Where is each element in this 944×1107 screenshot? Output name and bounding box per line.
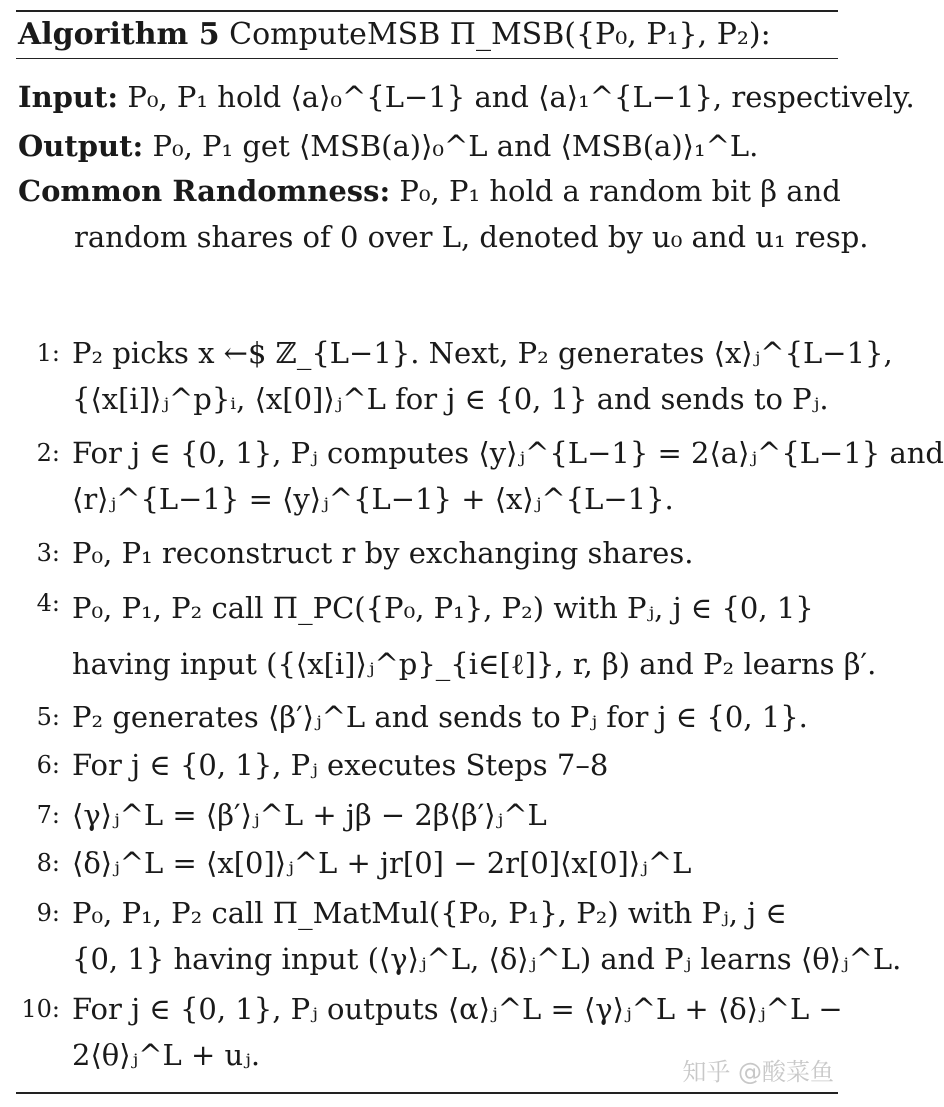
algorithm-title	[18, 14, 838, 56]
step-number: 9:	[36, 899, 60, 927]
top-rule	[16, 10, 838, 12]
step-8	[0, 840, 838, 886]
step-text-line: P₀, P₁ reconstruct r by exchanging shares.	[72, 536, 694, 570]
output-label: Output:	[18, 129, 144, 163]
input-spec	[18, 74, 915, 120]
output-spec	[18, 123, 838, 169]
step-2	[0, 430, 944, 522]
step-text-line: {⟨x[i]⟩ⱼ^p}ᵢ, ⟨x[0]⟩ⱼ^L for j ∈ {0, 1} and sends to Pⱼ.	[72, 382, 829, 416]
algorithm-label: Algorithm 5	[18, 17, 220, 52]
step-number: 3:	[36, 539, 60, 567]
step-text-line: P₂ picks x ←$ ℤ_{L−1}. Next, P₂ generates ⟨x⟩ⱼ^{L−1},	[72, 336, 893, 370]
common-randomness-text: P₀, P₁ hold a random bit β and random shares of 0 over L, denoted by u₀ and u₁ resp.	[74, 174, 869, 254]
common-randomness-label: Common Randomness:	[18, 174, 391, 208]
title-rule	[16, 58, 838, 59]
step-text-line: {0, 1} having input (⟨γ⟩ⱼ^L, ⟨δ⟩ⱼ^L) and Pⱼ learns ⟨θ⟩ⱼ^L.	[72, 942, 902, 976]
step-text-line: P₀, P₁, P₂ call Π_MatMul({P₀, P₁}, P₂) with Pⱼ, j ∈	[72, 896, 787, 930]
step-text-line: P₀, P₁, P₂ call Π_PC({P₀, P₁}, P₂) with Pⱼ, j ∈ {0, 1}	[72, 591, 814, 625]
step-5	[0, 694, 838, 740]
step-number: 4:	[36, 589, 60, 617]
step-4	[0, 580, 877, 692]
step-text-line: P₂ generates ⟨β′⟩ⱼ^L and sends to Pⱼ for j ∈ {0, 1}.	[72, 700, 808, 734]
step-number: 7:	[36, 801, 60, 829]
step-number: 6:	[36, 751, 60, 779]
step-number: 10:	[21, 995, 60, 1023]
algorithm-name: ComputeMSB Π_MSB({P₀, P₁}, P₂):	[229, 17, 771, 52]
step-number: 5:	[36, 703, 60, 731]
step-text-line: ⟨γ⟩ⱼ^L = ⟨β′⟩ⱼ^L + jβ − 2β⟨β′⟩ⱼ^L	[72, 798, 547, 832]
input-label: Input:	[18, 80, 119, 114]
step-text-line: For j ∈ {0, 1}, Pⱼ computes ⟨y⟩ⱼ^{L−1} = 2⟨a⟩ⱼ^{L−1} and	[72, 436, 944, 470]
step-6	[0, 742, 838, 788]
step-text-line: ⟨r⟩ⱼ^{L−1} = ⟨y⟩ⱼ^{L−1} + ⟨x⟩ⱼ^{L−1}.	[72, 482, 674, 516]
step-1	[0, 330, 893, 422]
watermark: 知乎 @酸菜鱼	[682, 1058, 834, 1086]
step-9	[0, 890, 902, 982]
step-7	[0, 792, 838, 838]
step-3	[0, 530, 838, 576]
step-text-line: For j ∈ {0, 1}, Pⱼ executes Steps 7–8	[72, 748, 609, 782]
step-text-line: 2⟨θ⟩ⱼ^L + uⱼ.	[72, 1038, 261, 1072]
step-number: 8:	[36, 849, 60, 877]
common-randomness-spec	[18, 168, 894, 260]
output-text: P₀, P₁ get ⟨MSB(a)⟩₀^L and ⟨MSB(a)⟩₁^L.	[152, 129, 759, 163]
step-number: 1:	[36, 339, 60, 367]
step-text-line: having input ({⟨x[i]⟩ⱼ^p}_{i∈[ℓ]}, r, β) and P₂ learns β′.	[72, 647, 877, 681]
step-text-line: ⟨δ⟩ⱼ^L = ⟨x[0]⟩ⱼ^L + jr[0] − 2r[0]⟨x[0]⟩ⱼ^L	[72, 846, 692, 880]
step-text-line: For j ∈ {0, 1}, Pⱼ outputs ⟨α⟩ⱼ^L = ⟨γ⟩ⱼ^L + ⟨δ⟩ⱼ^L −	[72, 992, 843, 1026]
bottom-rule	[16, 1092, 838, 1094]
input-text: P₀, P₁ hold ⟨a⟩₀^{L−1} and ⟨a⟩₁^{L−1}, respectively.	[127, 80, 915, 114]
step-number: 2:	[36, 439, 60, 467]
